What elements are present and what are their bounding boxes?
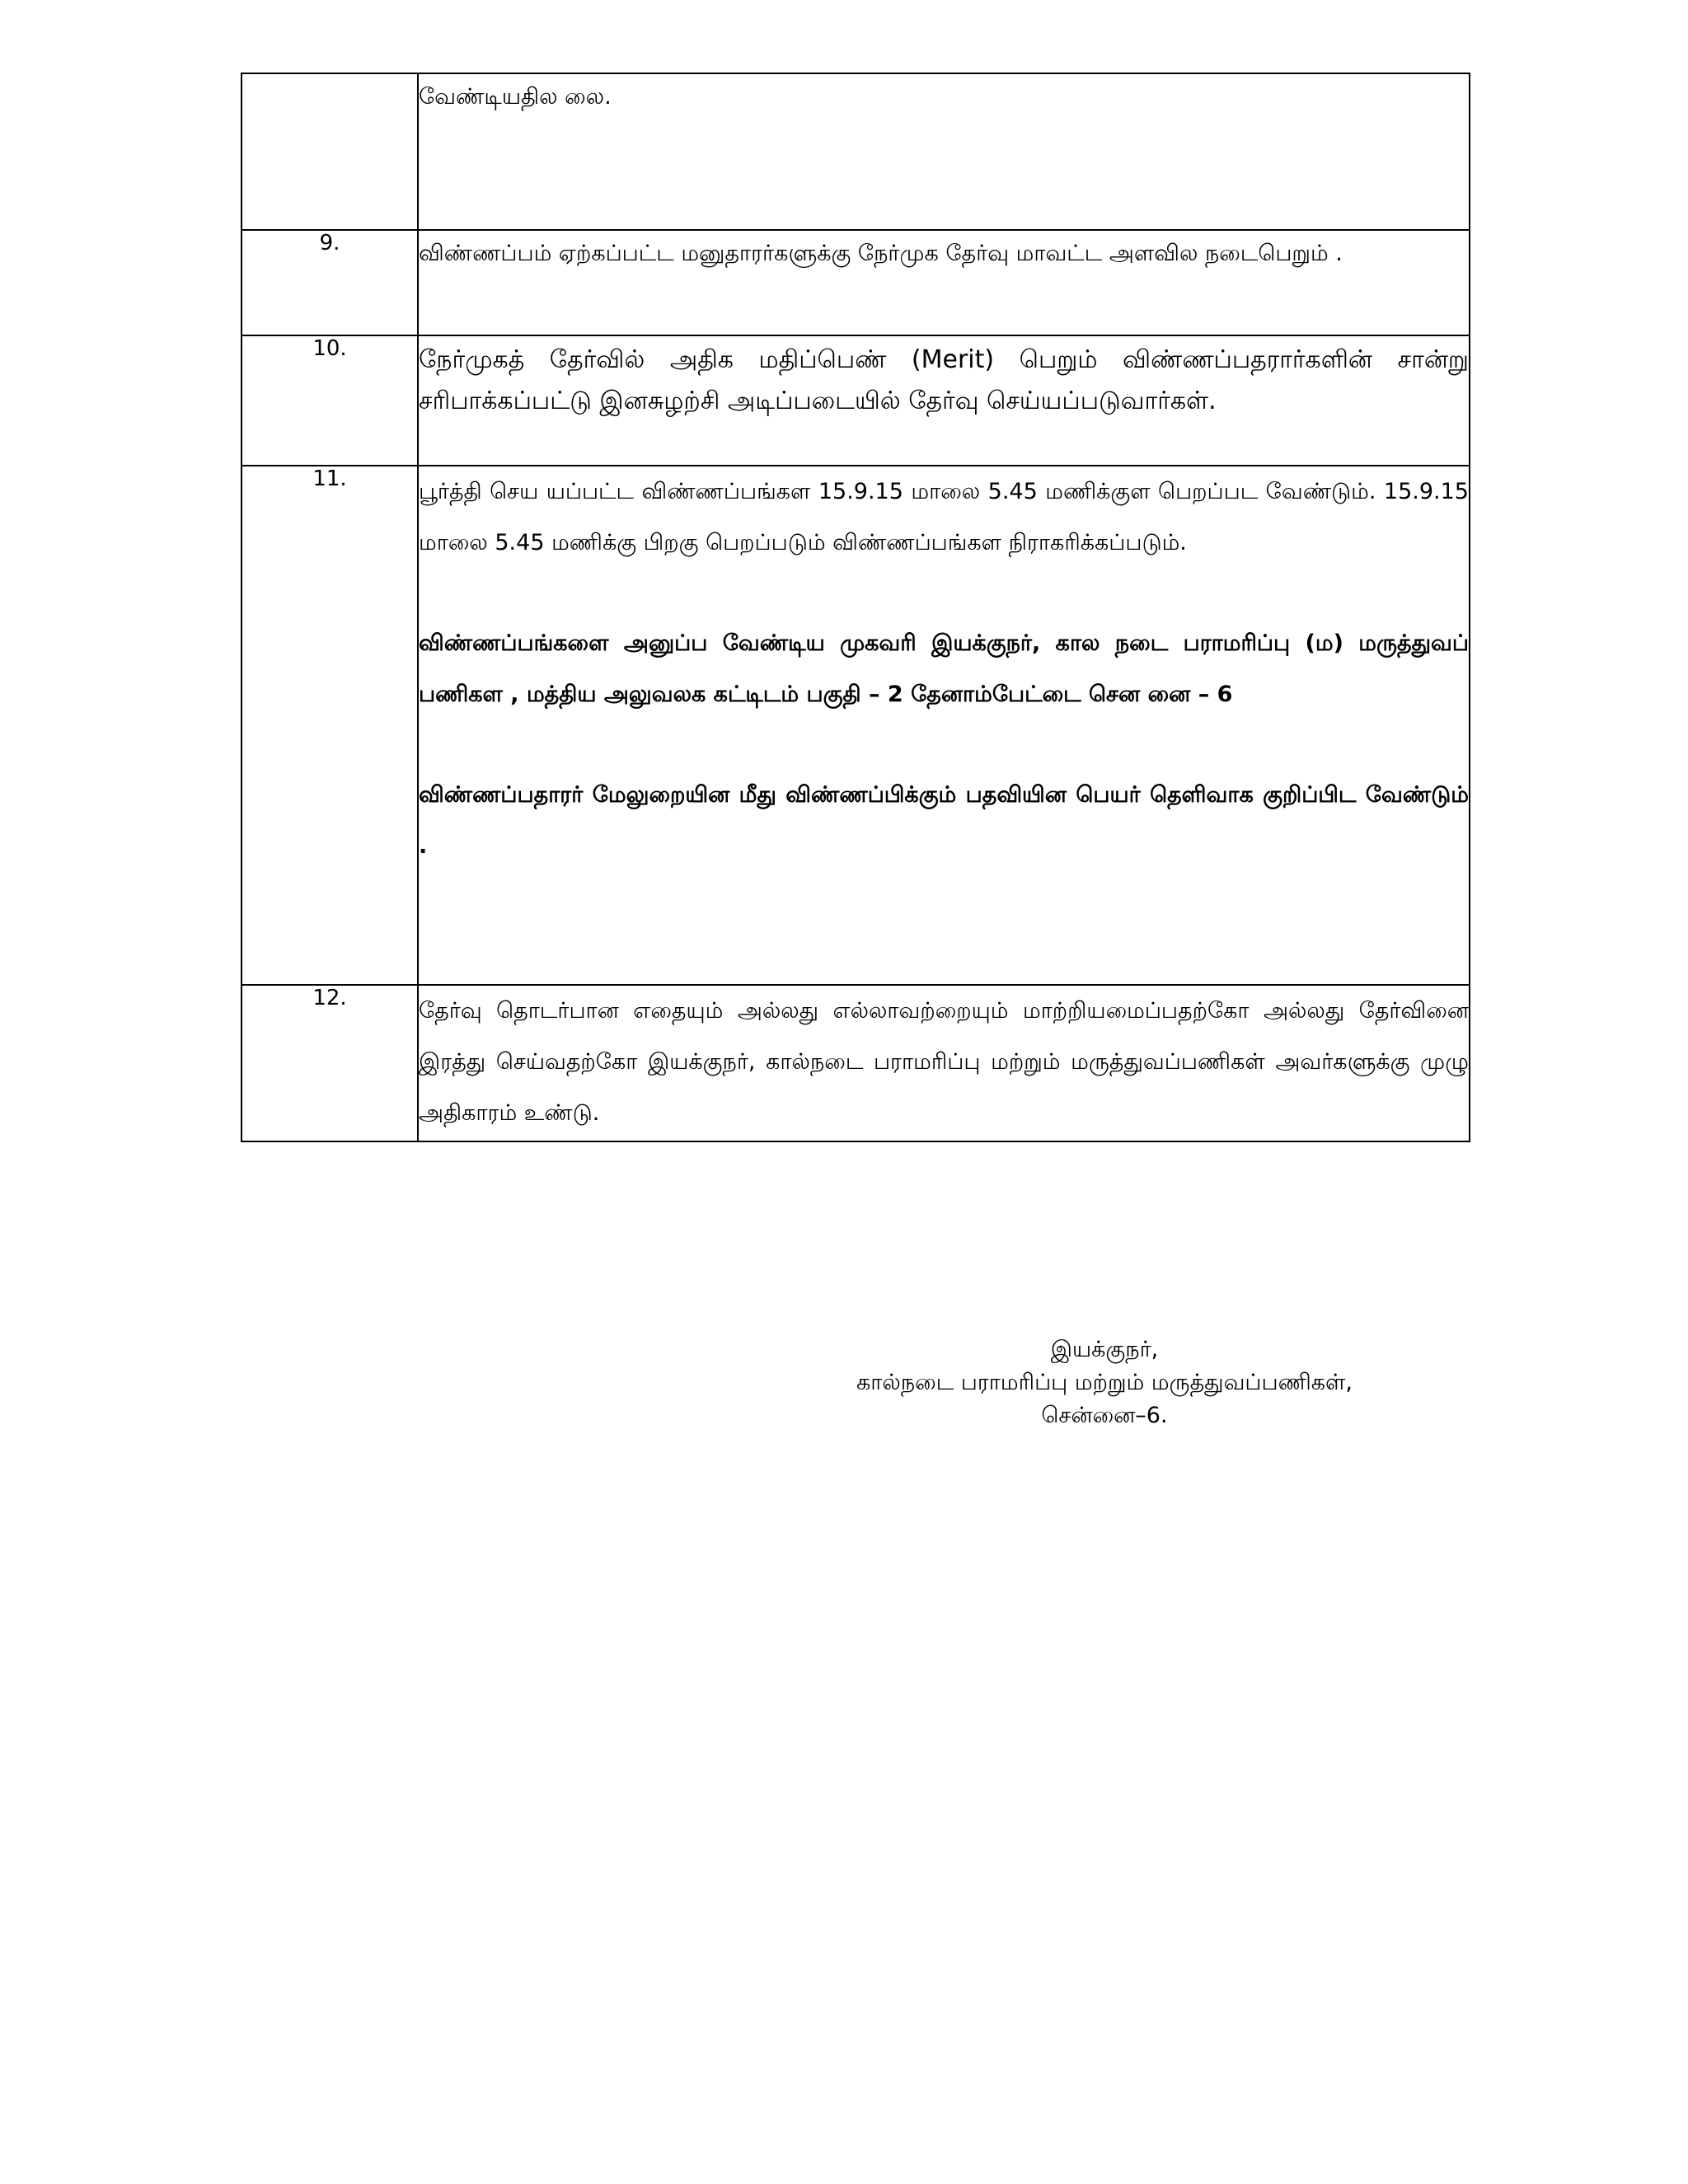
row-number: 9. — [241, 230, 418, 335]
row-text — [418, 466, 1470, 985]
row-number: 12. — [241, 985, 418, 1141]
row-paragraph: நேர்முகத் தேர்வில் அதிக மதிப்பெண் (Merit) பெறும் விண்ணப்பதரார்களின் சான்று சரிபாக்கப்பட்டு இனசுழற்சி அடிப்படையில் தேர்வு செய்யப்படுவார்கள். — [419, 345, 1469, 415]
row-text — [418, 985, 1470, 1141]
row-number: 10. — [241, 335, 418, 466]
signature-block — [791, 1333, 1418, 1432]
row-paragraph: வேண்டியதில லை. — [419, 84, 612, 110]
row-text — [418, 230, 1470, 335]
row-number — [241, 73, 418, 230]
signature-department: கால்நடை பராமரிப்பு மற்றும் மருத்துவப்பணிகள், — [856, 1370, 1353, 1395]
signature-title: இயக்குநர், — [1050, 1337, 1159, 1362]
envelope-note-paragraph: விண்ணப்பதாரர் மேலுறையின மீது விண்ணப்பிக்கும் பதவியின பெயர் தெளிவாக குறிப்பிட வேண்டும் . — [419, 782, 1469, 859]
row-number: 11. — [241, 466, 418, 985]
table-row — [241, 230, 1470, 335]
instructions-table — [241, 73, 1470, 1142]
row-text — [418, 73, 1470, 230]
row-paragraph: தேர்வு தொடர்பான எதையும் அல்லது எல்லாவற்றையும் மாற்றியமைப்பதற்கோ அல்லது தேர்வினை இரத்து செய்வதற்கோ இயக்குநர், கால்நடை பராமரிப்பு மற்றும் மருத்துவப்பணிகள் அவர்களுக்கு முழு அதிகாரம் உண்டு. — [419, 998, 1469, 1126]
table-row — [241, 466, 1470, 985]
row-paragraph: பூர்த்தி செய யப்பட்ட விண்ணப்பங்கள 15.9.15 மாலை 5.45 மணிக்குள பெறப்பட வேண்டும். 15.9.15 மாலை 5.45 மணிக்கு பிறகு பெறப்படும் விண்ணப்பங்கள நிராகரிக்கப்படும். — [419, 479, 1469, 555]
table-row — [241, 985, 1470, 1141]
table-row — [241, 73, 1470, 230]
address-paragraph: விண்ணப்பங்களை அனுப்ப வேண்டிய முகவரி இயக்குநர், கால நடை பராமரிப்பு (ம) மருத்துவப் பணிகள , மத்திய அலுவலக கட்டிடம் பகுதி – 2 தேனாம்பேட்டை சென னை – 6 — [419, 630, 1469, 707]
row-paragraph: விண்ணப்பம் ஏற்கப்பட்ட மனுதாரர்களுக்கு நேர்முக தேர்வு மாவட்ட அளவில நடைபெறும் . — [419, 241, 1343, 266]
table-row — [241, 335, 1470, 466]
row-text — [418, 335, 1470, 466]
signature-city: சென்னை–6. — [1041, 1403, 1168, 1428]
